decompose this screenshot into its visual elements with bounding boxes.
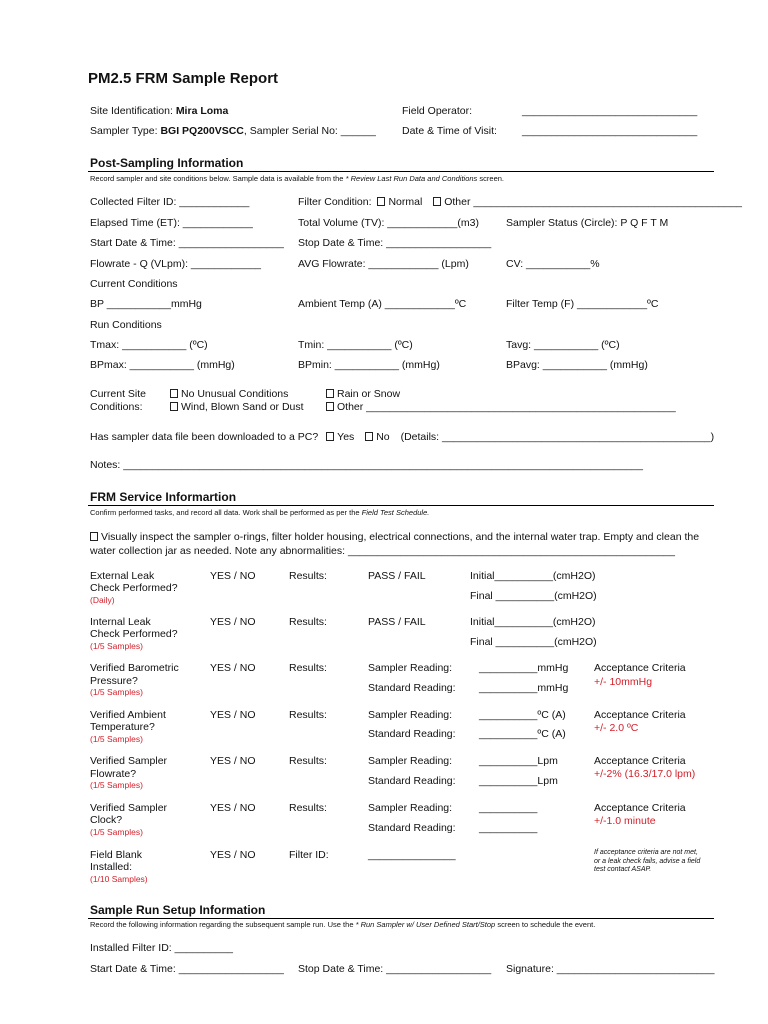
- baro-frequency: (1/5 Samples): [90, 687, 143, 697]
- post-sampling-heading: Post-Sampling Information: [90, 156, 244, 170]
- clock-label-1: Verified Sampler: [90, 802, 168, 814]
- amb-standard-reading-label: Standard Reading:: [368, 728, 456, 740]
- ext-leak-label-1: External Leak: [90, 570, 155, 582]
- clock-standard-reading-label: Standard Reading:: [368, 822, 456, 834]
- download-question: [90, 431, 714, 443]
- baro-acceptance-label: Acceptance Criteria: [594, 662, 686, 674]
- download-yes-label: Yes: [337, 431, 355, 443]
- baro-criteria: +/- 10mmHg: [594, 676, 653, 688]
- flow-label-1: Verified Sampler: [90, 755, 168, 767]
- baro-standard-field[interactable]: __________mmHg: [479, 682, 569, 694]
- sampler-status-field[interactable]: Sampler Status (Circle): P Q F T M: [506, 217, 669, 229]
- baro-label-2: Pressure?: [90, 675, 138, 687]
- filter-condition-label: Filter Condition:: [298, 196, 372, 208]
- bpmax-field[interactable]: BPmax: ___________ (mmHg): [90, 359, 235, 371]
- advisory-note: If acceptance criteria are not met, or a leak check fails, advise a field test contact ASAP.: [594, 849, 701, 874]
- clock-sampler-field[interactable]: __________: [479, 802, 538, 814]
- int-leak-pass-fail[interactable]: PASS / FAIL: [368, 616, 426, 628]
- rain-option[interactable]: [326, 388, 400, 400]
- baro-results-label: Results:: [289, 662, 327, 674]
- field-operator-field[interactable]: ______________________________: [522, 105, 698, 117]
- setup-heading: Sample Run Setup Information: [90, 903, 266, 917]
- ext-leak-results-label: Results:: [289, 570, 327, 582]
- baro-sampler-field[interactable]: __________mmHg: [479, 662, 569, 674]
- ext-leak-initial-field[interactable]: Initial__________(cmH2O): [470, 570, 596, 582]
- amb-label-1: Verified Ambient: [90, 709, 166, 721]
- amb-acceptance-label: Acceptance Criteria: [594, 709, 686, 721]
- flowrate-field[interactable]: Flowrate - Q (VLpm): ____________: [90, 258, 262, 270]
- service-heading: FRM Service Informartion: [90, 490, 237, 504]
- wind-label: Wind, Blown Sand or Dust: [181, 401, 304, 413]
- amb-sampler-field[interactable]: __________ºC (A): [479, 709, 566, 721]
- flow-sampler-field[interactable]: __________Lpm: [479, 755, 558, 767]
- ambient-temp-field[interactable]: Ambient Temp (A) ____________ºC: [298, 298, 467, 310]
- elapsed-time-field[interactable]: Elapsed Time (ET): ____________: [90, 217, 253, 229]
- flow-criteria: +/-2% (16.3/17.0 lpm): [594, 768, 696, 780]
- ext-leak-frequency: (Daily): [90, 595, 115, 605]
- other-checkbox[interactable]: [433, 197, 441, 206]
- blank-filter-id-label: Filter ID:: [289, 849, 329, 861]
- baro-standard-reading-label: Standard Reading:: [368, 682, 456, 694]
- clock-label-2: Clock?: [90, 814, 123, 826]
- clock-standard-field[interactable]: __________: [479, 822, 538, 834]
- ext-leak-label-2: Check Performed?: [90, 582, 178, 594]
- clock-results-label: Results:: [289, 802, 327, 814]
- current-conditions-label: Current Conditions: [90, 278, 178, 290]
- int-leak-label-1: Internal Leak: [90, 616, 151, 628]
- field-operator-label: Field Operator:: [402, 105, 473, 117]
- flow-frequency: (1/5 Samples): [90, 780, 143, 790]
- no-unusual-checkbox[interactable]: [170, 389, 178, 398]
- amb-criteria: +/- 2.0 ºC: [594, 722, 639, 734]
- instructions-text: Record sampler and site conditions below. Sample data is available from the: [90, 174, 346, 183]
- blank-yes-no[interactable]: YES / NO: [210, 849, 256, 861]
- run-conditions-label: Run Conditions: [90, 319, 162, 331]
- int-leak-frequency: (1/5 Samples): [90, 641, 143, 651]
- clock-acceptance-label: Acceptance Criteria: [594, 802, 686, 814]
- amb-results-label: Results:: [289, 709, 327, 721]
- download-yes-checkbox[interactable]: [326, 432, 334, 441]
- clock-sampler-reading-label: Sampler Reading:: [368, 802, 453, 814]
- flow-standard-reading-label: Standard Reading:: [368, 775, 456, 787]
- tmax-field[interactable]: Tmax: ___________ (ºC): [90, 339, 208, 351]
- bp-field[interactable]: BP ___________mmHg: [90, 298, 202, 310]
- download-details-field[interactable]: (Details: ______________________________________________): [400, 431, 715, 443]
- bpavg-field[interactable]: BPavg: ___________ (mmHg): [506, 359, 648, 371]
- avg-flowrate-field[interactable]: AVG Flowrate: ____________ (Lpm): [298, 258, 469, 270]
- stop-date-field[interactable]: Stop Date & Time: __________________: [298, 237, 492, 249]
- site-identification: [90, 105, 228, 117]
- total-volume-field[interactable]: Total Volume (TV): ____________(m3): [298, 217, 479, 229]
- flow-standard-field[interactable]: __________Lpm: [479, 775, 558, 787]
- abnormalities-field[interactable]: water collection jar as needed. Note any abnormalities: ________________________________________________________: [90, 545, 675, 557]
- other-site-field[interactable]: Other _____________________________________________________: [337, 401, 676, 413]
- int-leak-results-label: Results:: [289, 616, 327, 628]
- baro-yes-no[interactable]: YES / NO: [210, 662, 256, 674]
- baro-label-1: Verified Barometric: [90, 662, 179, 674]
- signature-field[interactable]: Signature: ___________________________: [506, 963, 715, 975]
- int-leak-label-2: Check Performed?: [90, 628, 178, 640]
- installed-filter-field[interactable]: Installed Filter ID: __________: [90, 942, 234, 954]
- no-unusual-option[interactable]: [170, 388, 288, 400]
- cv-field[interactable]: CV: ___________%: [506, 258, 600, 270]
- filter-temp-field[interactable]: Filter Temp (F) ____________ºC: [506, 298, 659, 310]
- service-instructions: [90, 508, 429, 517]
- flow-acceptance-label: Acceptance Criteria: [594, 755, 686, 767]
- sampler-type-label: Sampler Type:: [90, 125, 161, 137]
- blank-filter-id-field[interactable]: _______________: [368, 849, 456, 861]
- amb-label-2: Temperature?: [90, 721, 155, 733]
- amb-sampler-reading-label: Sampler Reading:: [368, 709, 453, 721]
- setup-instructions-suffix: screen to schedule the event.: [495, 920, 596, 929]
- setup-stop-field[interactable]: Stop Date & Time: __________________: [298, 963, 492, 975]
- post-sampling-rule: [88, 171, 714, 172]
- wind-option[interactable]: [170, 401, 304, 413]
- setup-screen: * Run Sampler w/ User Defined Start/Stop: [355, 920, 496, 929]
- service-schedule: Field Test Schedule.: [361, 508, 430, 517]
- amb-yes-no[interactable]: YES / NO: [210, 709, 256, 721]
- post-sampling-instructions: [90, 174, 504, 183]
- download-no-checkbox[interactable]: [365, 432, 373, 441]
- site-conditions-label-1: Current Site: [90, 388, 147, 400]
- clock-yes-no[interactable]: YES / NO: [210, 802, 256, 814]
- download-question-text: Has sampler data file been downloaded to a PC?: [90, 431, 319, 443]
- instructions-screen: * Review Last Run Data and Conditions: [345, 174, 478, 183]
- service-instructions-text: Confirm performed tasks, and record all data. Work shall be performed as per the: [90, 508, 362, 517]
- baro-sampler-reading-label: Sampler Reading:: [368, 662, 453, 674]
- inspect-text: Visually inspect the sampler o-rings, filter holder housing, electrical connections, and the internal water trap. Empty and clean the: [101, 531, 700, 543]
- wind-checkbox[interactable]: [170, 402, 178, 411]
- collected-filter-field[interactable]: Collected Filter ID: ____________: [90, 196, 250, 208]
- normal-checkbox[interactable]: [377, 197, 385, 206]
- flow-yes-no[interactable]: YES / NO: [210, 755, 256, 767]
- int-leak-initial-field[interactable]: Initial__________(cmH2O): [470, 616, 596, 628]
- int-leak-final-field[interactable]: Final __________(cmH2O): [470, 636, 597, 648]
- blank-label-1: Field Blank: [90, 849, 142, 861]
- setup-instructions: [90, 920, 595, 929]
- visit-label: Date & Time of Visit:: [402, 125, 497, 137]
- bpmin-field[interactable]: BPmin: ___________ (mmHg): [298, 359, 440, 371]
- service-rule: [88, 505, 714, 506]
- setup-instructions-text: Record the following information regarding the subsequent sample run. Use the: [90, 920, 356, 929]
- site-value: Mira Loma: [175, 105, 229, 117]
- ext-leak-final-field[interactable]: Final __________(cmH2O): [470, 590, 597, 602]
- start-date-field[interactable]: Start Date & Time: __________________: [90, 237, 284, 249]
- page-title: PM2.5 FRM Sample Report: [88, 70, 279, 87]
- ext-leak-yes-no[interactable]: YES / NO: [210, 570, 256, 582]
- site-conditions-label-2: Conditions:: [90, 401, 143, 413]
- other-site-option[interactable]: [326, 401, 676, 413]
- inspect-checkbox[interactable]: [90, 532, 98, 541]
- ext-leak-pass-fail[interactable]: PASS / FAIL: [368, 570, 426, 582]
- clock-frequency: (1/5 Samples): [90, 827, 143, 837]
- blank-frequency: (1/10 Samples): [90, 874, 148, 884]
- amb-standard-field[interactable]: __________ºC (A): [479, 728, 566, 740]
- site-label: Site Identification:: [90, 105, 176, 117]
- notes-field[interactable]: Notes: _________________________________________________________________________________________: [90, 459, 643, 471]
- flow-results-label: Results:: [289, 755, 327, 767]
- other-field[interactable]: Other ______________________________________________: [444, 196, 743, 208]
- setup-start-field[interactable]: Start Date & Time: __________________: [90, 963, 284, 975]
- other-site-checkbox[interactable]: [326, 402, 334, 411]
- int-leak-yes-no[interactable]: YES / NO: [210, 616, 256, 628]
- download-no-label: No: [376, 431, 390, 443]
- visit-field[interactable]: ______________________________: [522, 125, 698, 137]
- sampler-serial-field[interactable]: , Sampler Serial No: ______: [243, 125, 376, 137]
- instructions-suffix: screen.: [477, 174, 504, 183]
- inspect-line-1: [90, 531, 699, 543]
- setup-rule: [88, 918, 714, 919]
- blank-label-2: Installed:: [90, 861, 133, 873]
- clock-criteria: +/-1.0 minute: [594, 815, 656, 827]
- normal-label: Normal: [388, 196, 423, 208]
- tmin-field[interactable]: Tmin: ___________ (ºC): [298, 339, 413, 351]
- flow-label-2: Flowrate?: [90, 768, 137, 780]
- tavg-field[interactable]: Tavg: ___________ (ºC): [506, 339, 620, 351]
- sampler-type-value: BGI PQ200VSCC: [160, 125, 244, 137]
- rain-checkbox[interactable]: [326, 389, 334, 398]
- flow-sampler-reading-label: Sampler Reading:: [368, 755, 453, 767]
- rain-label: Rain or Snow: [337, 388, 401, 400]
- amb-frequency: (1/5 Samples): [90, 734, 143, 744]
- sampler-type: [90, 125, 376, 137]
- filter-condition: [298, 196, 742, 208]
- no-unusual-label: No Unusual Conditions: [181, 388, 289, 400]
